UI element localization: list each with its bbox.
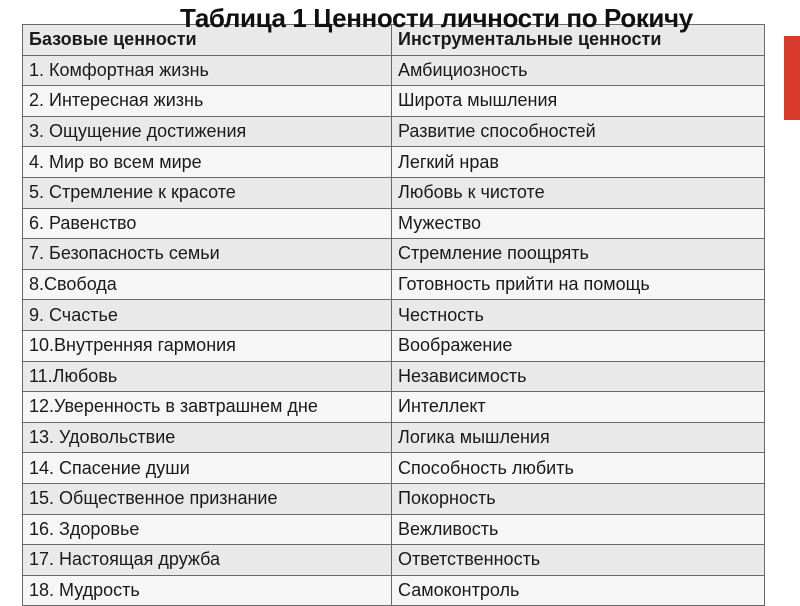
table-row [23,392,765,423]
table-row [23,177,765,208]
instrumental-value-cell: Способность любить [392,453,765,484]
table-row [23,116,765,147]
basic-value-cell: 12.Уверенность в завтрашнем дне [23,392,392,423]
instrumental-value-cell: Вежливость [392,514,765,545]
instrumental-value-cell: Стремление поощрять [392,239,765,270]
instrumental-value-cell: Легкий нрав [392,147,765,178]
basic-value-cell: 11.Любовь [23,361,392,392]
table-row [23,86,765,117]
instrumental-value-cell: Широта мышления [392,86,765,117]
instrumental-value-cell: Любовь к чистоте [392,177,765,208]
table-row [23,422,765,453]
instrumental-value-cell: Готовность прийти на помощь [392,269,765,300]
table-row [23,575,765,606]
basic-value-cell: 18. Мудрость [23,575,392,606]
basic-value-cell: 13. Удовольствие [23,422,392,453]
basic-value-cell: 8.Свобода [23,269,392,300]
table-row [23,514,765,545]
table-row [23,483,765,514]
table-row [23,453,765,484]
instrumental-value-cell: Интеллект [392,392,765,423]
table-row [23,147,765,178]
basic-value-cell: 1. Комфортная жизнь [23,55,392,86]
values-table [22,24,765,606]
basic-value-cell: 5. Стремление к красоте [23,177,392,208]
table-row [23,545,765,576]
basic-value-cell: 3. Ощущение достижения [23,116,392,147]
header-basic-values: Базовые ценности [23,25,392,56]
instrumental-value-cell: Независимость [392,361,765,392]
table-row [23,300,765,331]
table-row [23,330,765,361]
table-row [23,361,765,392]
instrumental-value-cell: Покорность [392,483,765,514]
instrumental-value-cell: Ответственность [392,545,765,576]
instrumental-value-cell: Развитие способностей [392,116,765,147]
instrumental-value-cell: Самоконтроль [392,575,765,606]
header-instrumental-values: Инструментальные ценности [392,25,765,56]
basic-value-cell: 16. Здоровье [23,514,392,545]
basic-value-cell: 6. Равенство [23,208,392,239]
basic-value-cell: 10.Внутренняя гармония [23,330,392,361]
instrumental-value-cell: Амбициозность [392,55,765,86]
instrumental-value-cell: Логика мышления [392,422,765,453]
basic-value-cell: 9. Счастье [23,300,392,331]
basic-value-cell: 15. Общественное признание [23,483,392,514]
table-row [23,55,765,86]
instrumental-value-cell: Честность [392,300,765,331]
basic-value-cell: 7. Безопасность семьи [23,239,392,270]
instrumental-value-cell: Мужество [392,208,765,239]
instrumental-value-cell: Воображение [392,330,765,361]
table-row [23,269,765,300]
page-title: Таблица 1 Ценности личности по Рокичу [180,3,693,33]
table-row [23,208,765,239]
accent-bar [784,36,800,120]
basic-value-cell: 2. Интересная жизнь [23,86,392,117]
basic-value-cell: 4. Мир во всем мире [23,147,392,178]
basic-value-cell: 14. Спасение души [23,453,392,484]
table-row [23,239,765,270]
basic-value-cell: 17. Настоящая дружба [23,545,392,576]
